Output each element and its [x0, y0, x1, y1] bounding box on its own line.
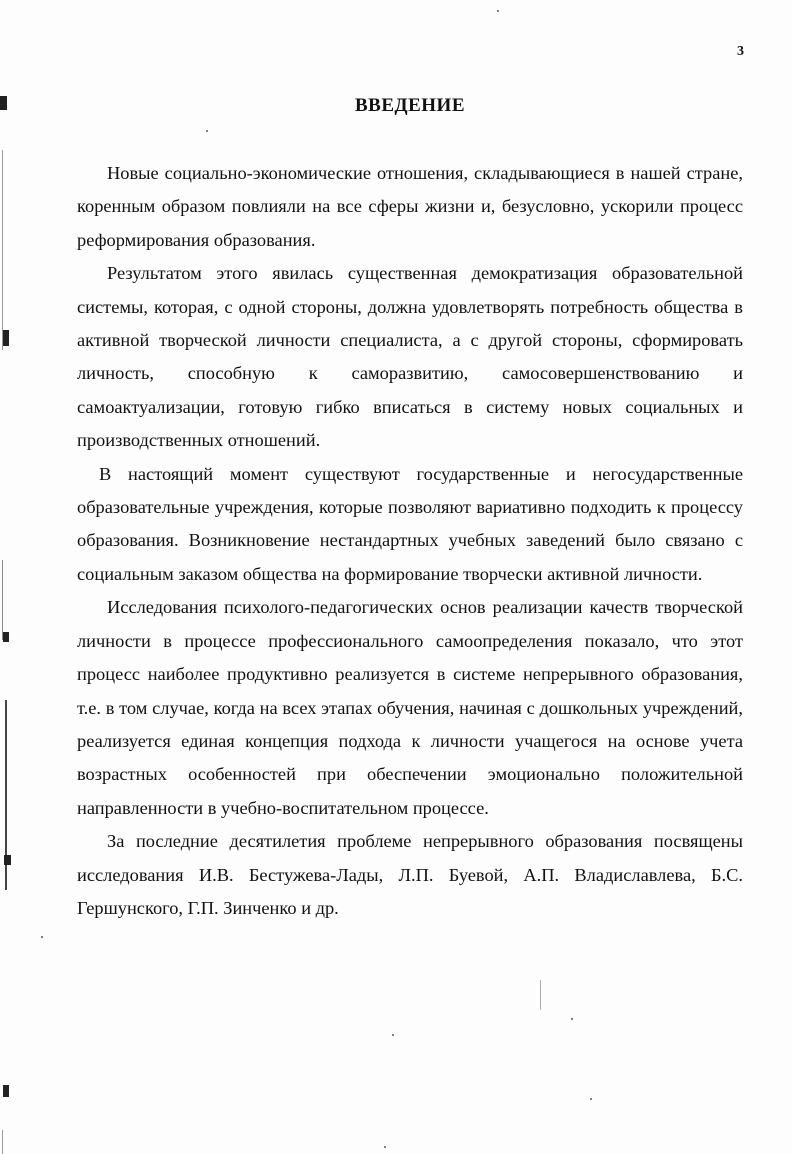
paragraph: За последние десятилетия проблеме непрерывного образования посвящены исследования И.В. Бестужева-Лады, Л.П. Буевой, А.П. Владиславлева, Б.С. Гершунского, Г.П. Зинченко и др. [77, 831, 743, 918]
body-text [77, 157, 743, 925]
paragraph: Результатом этого явилась существенная демократизация образовательной системы, которая, с одной стороны, должна удовлетворять потребность общества в активной творческой личности специалиста, а с другой стороны, сформировать личность, способную к саморазвитию, самосовершенствованию и самоактуализации, готовую гибко вписаться в систему новых социальных и производственных отношений. [77, 263, 743, 451]
paragraph: Новые социально-экономические отношения, складывающиеся в нашей стране, коренным образом повлияли на все сферы жизни и, безусловно, ускорили процесс реформирования образования. [77, 163, 743, 250]
paragraph: Исследования психолого-педагогических основ реализации качеств творческой личности в процессе профессионального самоопределения показало, что этот процесс наиболее продуктивно реализуется в системе непрерывного образования, т.е. в том случае, когда на всех этапах обучения, начиная с дошкольных учреждений, реализуется единая концепция подхода к личности учащегося на основе учета возрастных особенностей при обеспечении эмоционально положительной направленности в учебно-воспитательном процессе. [77, 597, 743, 818]
page-title: ВВЕДЕНИЕ [355, 95, 465, 116]
page-number: 3 [737, 44, 744, 59]
scan-edge-artifacts [0, 0, 14, 1154]
paragraph: В настоящий момент существуют государственные и негосударственные образовательные учреждения, которые позволяют вариативно подходить к процессу образования. Возникновение нестандартных учебных заведений было связано с социальным заказом общества на формирование творчески активной личности. [77, 463, 743, 584]
